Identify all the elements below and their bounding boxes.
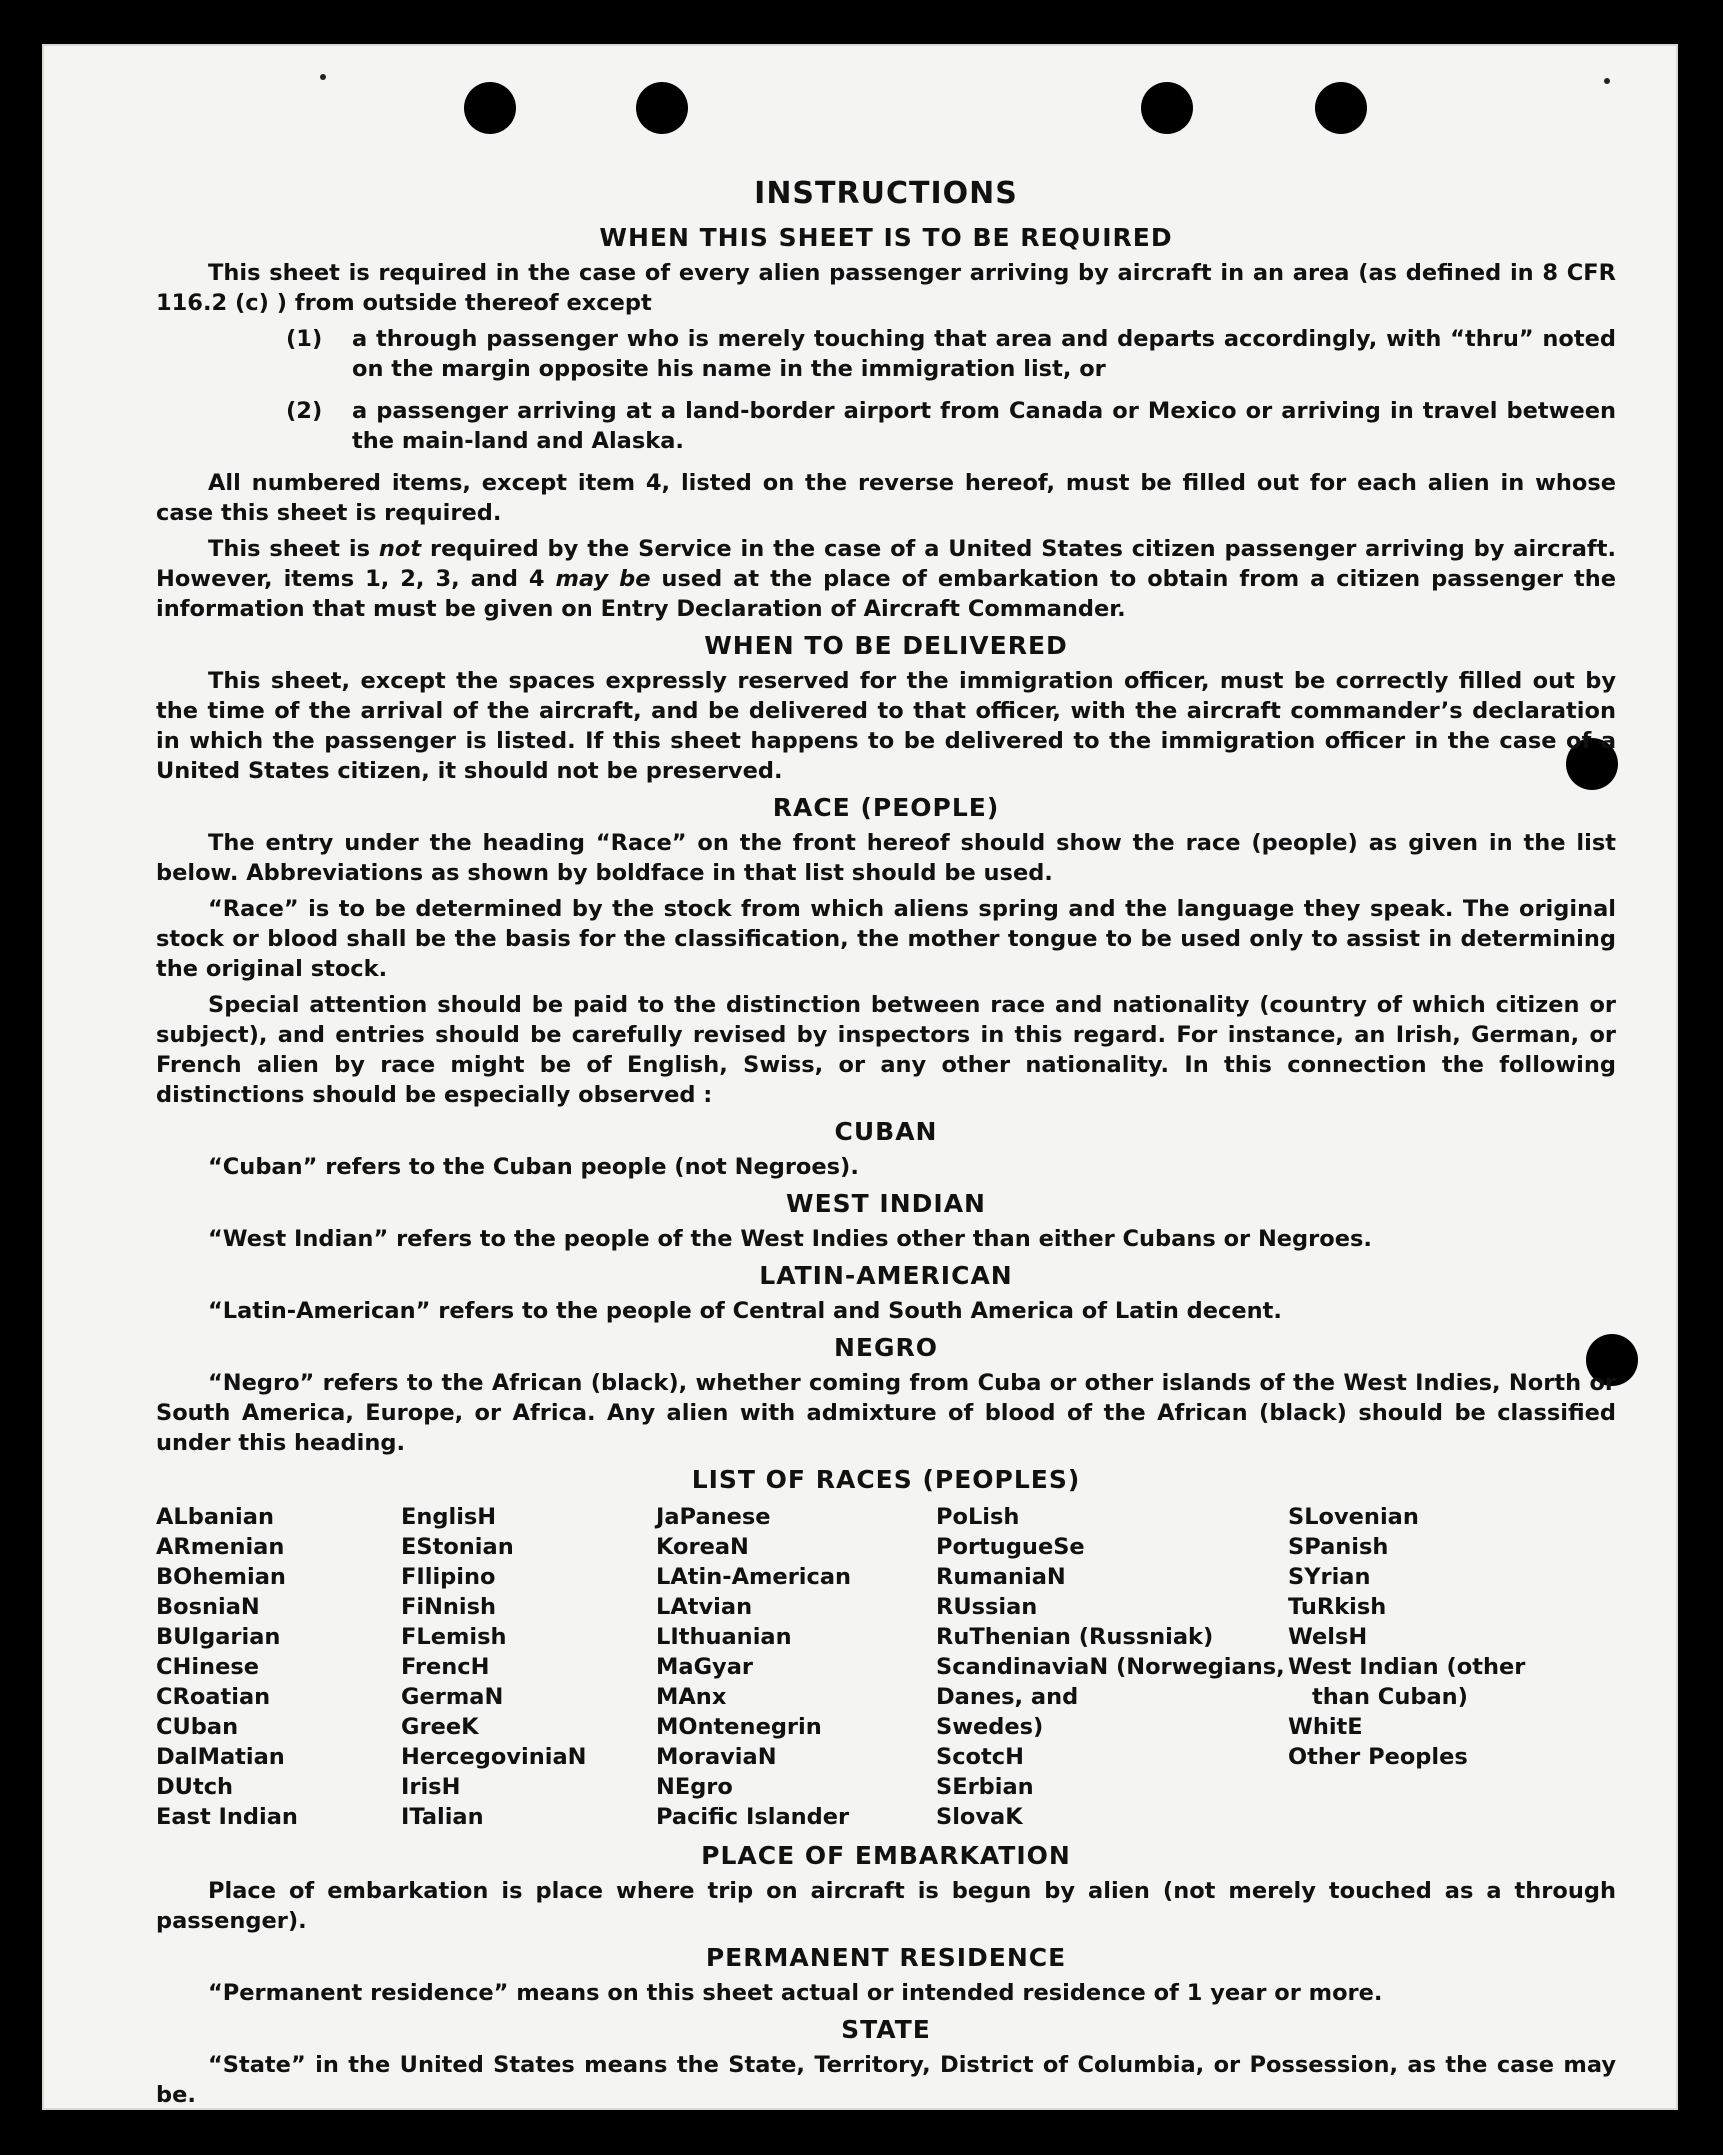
embarkation-text: Place of embarkation is place where trip on aircraft is begun by alien (not merely touched as a through passenger). xyxy=(156,1878,1616,1934)
race-column xyxy=(656,1502,936,1832)
race-entry: BosniaN xyxy=(156,1594,260,1620)
west-indian-text: “West Indian” refers to the people of the West Indies other than either Cubans or Negroes. xyxy=(208,1226,1372,1252)
section-heading-race: RACE (PEOPLE) xyxy=(772,793,1000,822)
race-entry: LAtvian xyxy=(656,1594,753,1620)
race-entry: West Indian (other xyxy=(1288,1654,1526,1680)
race-entry: ScandinaviaN (Norwegians, xyxy=(936,1654,1285,1680)
race-entry: FiNnish xyxy=(401,1594,497,1620)
race-entry: EnglisH xyxy=(401,1504,497,1530)
race-entry: ScotcH xyxy=(936,1744,1024,1770)
race-entry: IrisH xyxy=(401,1774,461,1800)
section-heading-list-of-races: LIST OF RACES (PEOPLES) xyxy=(691,1465,1081,1494)
race-entry: TuRkish xyxy=(1288,1594,1387,1620)
race-entry: PortugueSe xyxy=(936,1534,1085,1560)
punch-hole xyxy=(1315,82,1367,134)
race-entry: BOhemian xyxy=(156,1564,286,1590)
race-entry: ARmenian xyxy=(156,1534,285,1560)
race-entry: SPanish xyxy=(1288,1534,1389,1560)
item-text: a through passenger who is merely touching that area and departs accordingly, with “thru” noted on the margin opposite his name in the immigration list, or xyxy=(352,326,1616,382)
cuban-text: “Cuban” refers to the Cuban people (not Negroes). xyxy=(208,1154,859,1180)
race-entry: BUlgarian xyxy=(156,1624,281,1650)
race-column xyxy=(156,1502,401,1832)
race-entry: SlovaK xyxy=(936,1804,1023,1830)
race-entry: SLovenian xyxy=(1288,1504,1419,1530)
race-entry: MOntenegrin xyxy=(656,1714,822,1740)
race-entry: RumaniaN xyxy=(936,1564,1066,1590)
speck xyxy=(320,74,326,80)
citizen-note xyxy=(156,534,1616,624)
race-entry: NEgro xyxy=(656,1774,733,1800)
race-entry: SErbian xyxy=(936,1774,1034,1800)
race-entry: WhitE xyxy=(1288,1714,1363,1740)
race-paragraph: The entry under the heading “Race” on the front hereof should show the race (people) as given in the list below. Abbreviations as shown by boldface in that list should be used. xyxy=(156,830,1616,886)
race-column xyxy=(936,1502,1288,1832)
section-heading-west-indian: WEST INDIAN xyxy=(786,1189,986,1218)
race-entry: Other Peoples xyxy=(1288,1744,1468,1770)
race-entry: RuThenian (Russniak) xyxy=(936,1624,1214,1650)
race-entry: Pacific Islander xyxy=(656,1804,850,1830)
item-number: (1) xyxy=(286,326,323,352)
race-entry: EStonian xyxy=(401,1534,514,1560)
section-heading-required: WHEN THIS SHEET IS TO BE REQUIRED xyxy=(599,223,1173,252)
race-entry: Danes, and xyxy=(936,1684,1079,1710)
citizen-text: used at the place of embarkation to obtain from a citizen passenger the information that must be given on Entry Declaration of Aircraft Commander. xyxy=(156,566,1616,622)
race-entry: CRoatian xyxy=(156,1684,271,1710)
race-entry: FIlipino xyxy=(401,1564,496,1590)
delivered-text: This sheet, except the spaces expressly reserved for the immigration officer, must be correctly filled out by the time of the arrival of the aircraft, and be delivered to that officer, with the aircraft commander’s declaration in which the passenger is listed. If this sheet happens to be delivered to the immigration officer in the case of a United States citizen, it should not be preserved. xyxy=(156,668,1616,784)
race-entry: KoreaN xyxy=(656,1534,749,1560)
race-entry: GermaN xyxy=(401,1684,504,1710)
exception-item xyxy=(156,396,1616,456)
page-title: INSTRUCTIONS xyxy=(754,176,1018,211)
instructions-content xyxy=(156,176,1616,2110)
citizen-text: This sheet is xyxy=(208,536,379,562)
item-number: (2) xyxy=(286,398,323,424)
race-entry: WelsH xyxy=(1288,1624,1368,1650)
document-page xyxy=(42,44,1678,2110)
punch-hole xyxy=(464,82,516,134)
section-heading-negro: NEGRO xyxy=(833,1333,939,1362)
race-entry: DalMatian xyxy=(156,1744,285,1770)
race-column xyxy=(1288,1502,1588,1832)
race-column xyxy=(401,1502,656,1832)
race-entry: DUtch xyxy=(156,1774,234,1800)
citizen-emphasis-may-be: may be xyxy=(555,566,651,592)
punch-hole xyxy=(1141,82,1193,134)
section-heading-embarkation: PLACE OF EMBARKATION xyxy=(701,1841,1071,1870)
race-entry: Swedes) xyxy=(936,1714,1044,1740)
race-entry: than Cuban) xyxy=(1312,1684,1468,1710)
race-paragraph: “Race” is to be determined by the stock from which aliens spring and the language they speak. The original stock or blood shall be the basis for the classification, the mother tongue to be used only to assist in determining the original stock. xyxy=(156,896,1616,982)
required-intro: This sheet is required in the case of every alien passenger arriving by aircraft in an area (as defined in 8 CFR 116.2 (c) ) from outside thereof except xyxy=(156,260,1616,316)
race-entry: CUban xyxy=(156,1714,239,1740)
race-entry: FLemish xyxy=(401,1624,507,1650)
section-heading-delivered: WHEN TO BE DELIVERED xyxy=(704,631,1068,660)
race-entry: SYrian xyxy=(1288,1564,1371,1590)
race-entry: CHinese xyxy=(156,1654,259,1680)
race-entry: East Indian xyxy=(156,1804,298,1830)
latin-american-text: “Latin-American” refers to the people of Central and South America of Latin decent. xyxy=(208,1298,1282,1324)
race-entry: GreeK xyxy=(401,1714,479,1740)
race-entry: FrencH xyxy=(401,1654,490,1680)
state-text: “State” in the United States means the State, Territory, District of Columbia, or Possession, as the case may be. xyxy=(156,2052,1616,2108)
race-entry: LAtin-American xyxy=(656,1564,852,1590)
section-heading-cuban: CUBAN xyxy=(834,1117,938,1146)
exception-item xyxy=(156,324,1616,384)
race-entry: MAnx xyxy=(656,1684,727,1710)
race-entry: JaPanese xyxy=(656,1504,771,1530)
race-entry: PoLish xyxy=(936,1504,1020,1530)
section-heading-latin-american: LATIN-AMERICAN xyxy=(759,1261,1013,1290)
race-entry: MaGyar xyxy=(656,1654,753,1680)
race-entry: ITalian xyxy=(401,1804,484,1830)
item-text: a passenger arriving at a land-border airport from Canada or Mexico or arriving in travel between the main-land and Alaska. xyxy=(352,398,1616,454)
speck xyxy=(1604,78,1610,84)
race-entry: ALbanian xyxy=(156,1504,274,1530)
race-entry: RUssian xyxy=(936,1594,1038,1620)
race-entry: MoraviaN xyxy=(656,1744,777,1770)
section-heading-residence: PERMANENT RESIDENCE xyxy=(705,1943,1067,1972)
citizen-text: required by the Service in the case of a United States citizen passenger arriving by aircraft. However, items 1, 2, 3, and 4 xyxy=(156,536,1616,592)
citizen-emphasis-not: not xyxy=(378,536,422,562)
race-paragraph: Special attention should be paid to the distinction between race and nationality (country of which citizen or subject), and entries should be carefully revised by inspectors in this regard. For instance, an Irish, German, or French alien by race might be of English, Swiss, or any other nationality. In this connection the following distinctions should be especially observed : xyxy=(156,992,1616,1108)
residence-text: “Permanent residence” means on this sheet actual or intended residence of 1 year or more. xyxy=(208,1980,1383,2006)
negro-text: “Negro” refers to the African (black), whether coming from Cuba or other islands of the West Indies, North or South America, Europe, or Africa. Any alien with admixture of blood of the African (black) should be classified under this heading. xyxy=(156,1370,1616,1456)
section-heading-state: STATE xyxy=(841,2015,931,2044)
race-entry: HercegoviniaN xyxy=(401,1744,587,1770)
numbered-items-note: All numbered items, except item 4, listed on the reverse hereof, must be filled out for each alien in whose case this sheet is required. xyxy=(156,470,1616,526)
race-entry: LIthuanian xyxy=(656,1624,792,1650)
race-list xyxy=(156,1502,1616,1832)
punch-hole xyxy=(636,82,688,134)
